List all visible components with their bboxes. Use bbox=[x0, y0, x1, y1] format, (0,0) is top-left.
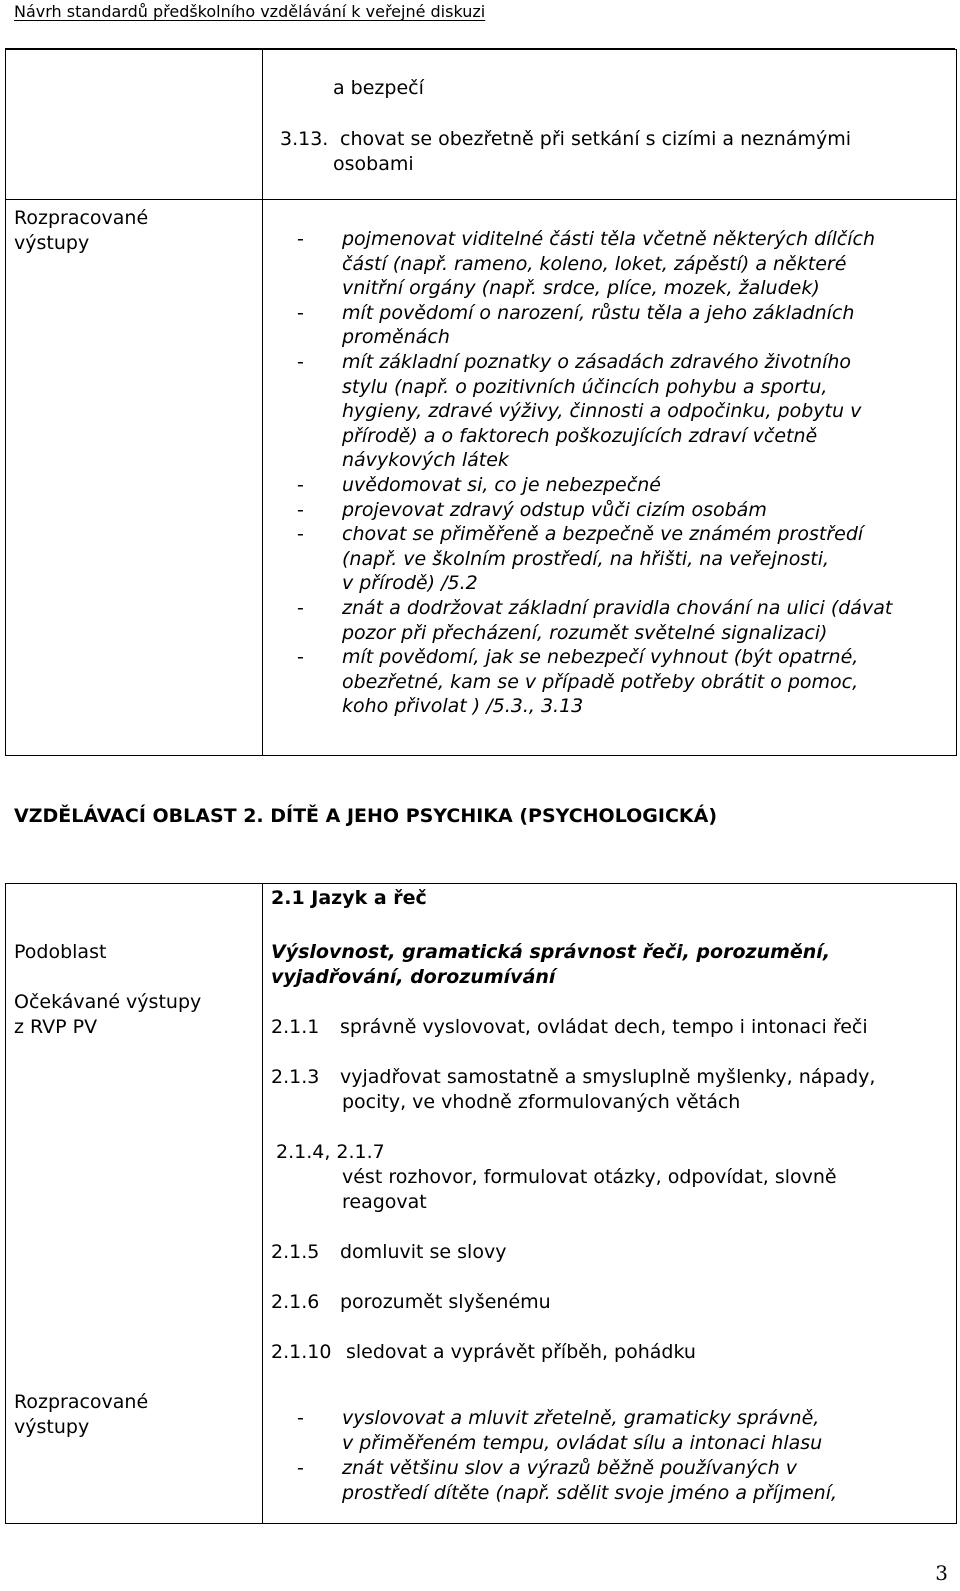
left-label: Rozpracované bbox=[14, 207, 149, 229]
item-text: porozumět slyšenému bbox=[340, 1291, 551, 1313]
item-text: vyjadřovat samostatně a smysluplně myšlenky, nápady, bbox=[340, 1066, 876, 1088]
item-number: 2.1.3 bbox=[271, 1066, 320, 1088]
bullet-text: prostředí dítěte (např. sdělit svoje jméno a příjmení, bbox=[342, 1482, 838, 1504]
bullet-text: uvědomovat si, co je nebezpečné bbox=[342, 474, 661, 496]
table-1-divider bbox=[262, 49, 263, 756]
bullet-text: proměnách bbox=[342, 326, 450, 349]
item-text: sledovat a vyprávět příběh, pohádku bbox=[346, 1341, 696, 1363]
bullet-dash: - bbox=[297, 474, 304, 496]
bullet-text: mít základní poznatky o zásadách zdravého životního bbox=[342, 351, 852, 373]
bullet-text: stylu (např. o pozitivních účincích pohybu a sportu, bbox=[342, 375, 828, 398]
bullet-dash: - bbox=[297, 351, 304, 373]
bullet-text: přírodě) a o faktorech poškozujících zdraví včetně bbox=[342, 424, 818, 447]
continuation-text: a bezpečí bbox=[333, 77, 424, 99]
bullet-dash: - bbox=[297, 498, 304, 521]
bullet-text: chovat se přiměřeně a bezpečně ve známém prostředí bbox=[342, 523, 864, 546]
item-text: správně vyslovovat, ovládat dech, tempo i intonaci řeči bbox=[340, 1016, 868, 1038]
bullet-dash: - bbox=[297, 597, 304, 619]
bullet-dash: - bbox=[297, 523, 304, 546]
item-text: vést rozhovor, formulovat otázky, odpovídat, slovně bbox=[342, 1166, 837, 1188]
bullet-text: v přiměřeném tempu, ovládat sílu a intonaci hlasu bbox=[342, 1432, 823, 1454]
left-label-podoblast: Podoblast bbox=[14, 941, 107, 963]
bullet-text: projevovat zdravý odstup vůči cizím osobám bbox=[342, 498, 767, 521]
bullet-text: pozor při přecházení, rozumět světelné signalizaci) bbox=[342, 621, 828, 644]
subarea-subtitle: vyjadřování, dorozumívání bbox=[271, 966, 556, 988]
item-number: 2.1.6 bbox=[271, 1291, 320, 1313]
item-number: 2.1.10 bbox=[271, 1341, 332, 1363]
item-number: 2.1.4, 2.1.7 bbox=[276, 1141, 385, 1163]
section-heading: VZDĚLÁVACÍ OBLAST 2. DÍTĚ A JEHO PSYCHIKA (PSYCHOLOGICKÁ) bbox=[14, 805, 718, 827]
bullet-dash: - bbox=[297, 301, 304, 324]
left-label: Rozpracované bbox=[14, 1391, 149, 1413]
left-label-expected-2: z RVP PV bbox=[14, 1016, 98, 1038]
bullet-text: v přírodě) /5.2 bbox=[342, 572, 478, 595]
bullet-dash: - bbox=[297, 228, 304, 250]
item-3-13-number: 3.13. bbox=[280, 128, 329, 150]
item-text: reagovat bbox=[342, 1191, 427, 1213]
subarea-subtitle: Výslovnost, gramatická správnost řeči, porozumění, bbox=[271, 941, 831, 963]
bullet-text: znát většinu slov a výrazů běžně používaných v bbox=[342, 1457, 798, 1479]
bullet-text: (např. ve školním prostředí, na hřišti, na veřejnosti, bbox=[342, 547, 830, 570]
bullet-text: pojmenovat viditelné části těla včetně některých dílčích bbox=[342, 228, 876, 250]
item-text: domluvit se slovy bbox=[340, 1241, 507, 1263]
bullet-text: mít povědomí o narození, růstu těla a jeho základních bbox=[342, 301, 855, 324]
item-3-13-text: chovat se obezřetně při setkání s cizími a neznámými bbox=[340, 128, 852, 150]
bullet-text: vyslovovat a mluvit zřetelně, gramaticky správně, bbox=[342, 1407, 820, 1429]
item-number: 2.1.5 bbox=[271, 1241, 320, 1263]
bullet-dash: - bbox=[297, 1407, 304, 1429]
bullet-text: mít povědomí, jak se nebezpečí vyhnout (být opatrné, bbox=[342, 646, 859, 669]
bullet-text: návykových látek bbox=[342, 449, 509, 472]
item-3-13-text-cont: osobami bbox=[333, 153, 414, 175]
bullet-text: vnitřní orgány (např. srdce, plíce, mozek, žaludek) bbox=[342, 277, 820, 300]
bullet-text: hygieny, zdravé výživy, činnosti a odpočinku, pobytu v bbox=[342, 400, 862, 423]
item-text: pocity, ve vhodně zformulovaných větách bbox=[342, 1091, 741, 1113]
table-1-row-divider bbox=[5, 199, 957, 200]
left-label-expected: Očekávané výstupy bbox=[14, 991, 202, 1013]
table-2-divider bbox=[262, 883, 263, 1524]
left-label: výstupy bbox=[14, 1416, 90, 1438]
document-header: Návrh standardů předškolního vzdělávání k veřejné diskuzi bbox=[14, 2, 486, 21]
bullet-dash: - bbox=[297, 646, 304, 669]
bullet-text: znát a dodržovat základní pravidla chování na ulici (dávat bbox=[342, 597, 893, 619]
bullet-text: koho přivolat ) /5.3., 3.13 bbox=[342, 695, 584, 718]
item-number: 2.1.1 bbox=[271, 1016, 320, 1038]
bullet-dash: - bbox=[297, 1457, 304, 1479]
bullet-text: částí (např. rameno, koleno, loket, zápěstí) a některé bbox=[342, 252, 847, 275]
left-label: výstupy bbox=[14, 232, 90, 254]
bullet-text: obezřetné, kam se v případě potřeby obrátit o pomoc, bbox=[342, 670, 859, 693]
page-number: 3 bbox=[935, 1561, 948, 1585]
subarea-title: 2.1 Jazyk a řeč bbox=[271, 887, 427, 909]
